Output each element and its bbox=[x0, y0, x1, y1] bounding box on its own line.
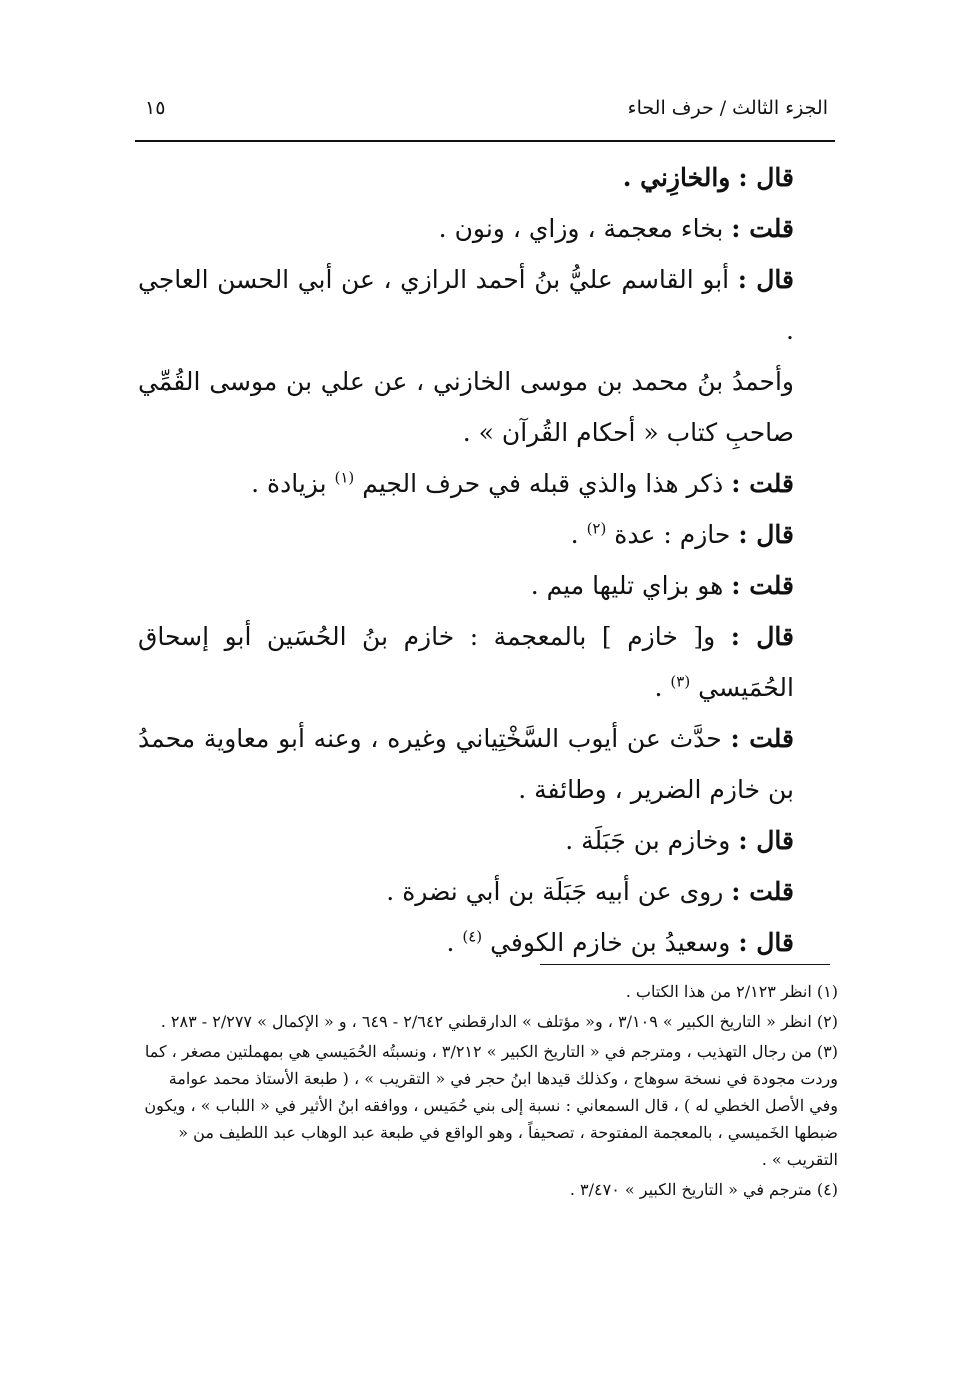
text-paragraph bbox=[138, 254, 830, 356]
line-text: هو بزاي تليها ميم . bbox=[530, 571, 724, 600]
page-number: ١٥ bbox=[145, 97, 166, 119]
text-paragraph bbox=[138, 713, 830, 815]
footnotes bbox=[138, 978, 838, 1206]
speaker-label: قلت : bbox=[731, 571, 794, 600]
footnote-ref: (٤) bbox=[462, 927, 483, 946]
line-text: بخاء معجمة ، وزاي ، ونون . bbox=[438, 214, 724, 243]
text-paragraph bbox=[138, 611, 830, 713]
header-rule bbox=[135, 140, 835, 142]
footnote bbox=[138, 978, 838, 1005]
line-text: ذكر هذا والذي قبله في حرف الجيم bbox=[362, 469, 724, 498]
speaker-label: قلت : bbox=[730, 724, 794, 753]
text-line bbox=[138, 152, 830, 203]
footnote bbox=[138, 1038, 838, 1173]
line-text: أبو القاسم عليُّ بنُ أحمد الرازي ، عن أبي الحسن العاجي . bbox=[138, 265, 794, 345]
entry-name: والخازِني . bbox=[622, 163, 731, 192]
line-text: وسعيدُ بن خازم الكوفي bbox=[490, 928, 731, 957]
line-text: و[ خازم ] بالمعجمة : خازم بنُ الحُسَين أبو إسحاق الحُمَيسي bbox=[138, 622, 794, 702]
footnote-ref: (٣) bbox=[670, 672, 691, 691]
footnote-number: (٣) bbox=[816, 1042, 838, 1061]
footnote-ref: (١) bbox=[334, 468, 355, 487]
footnote-number: (٢) bbox=[816, 1012, 838, 1031]
text-line bbox=[138, 815, 830, 866]
footnote-number: (٤) bbox=[816, 1180, 838, 1199]
line-text-tail: . bbox=[446, 928, 455, 957]
text-line bbox=[138, 458, 830, 509]
speaker-label: قلت : bbox=[731, 877, 794, 906]
line-text-tail: بزيادة . bbox=[251, 469, 327, 498]
speaker-label: قلت : bbox=[731, 214, 794, 243]
running-head bbox=[145, 88, 828, 128]
speaker-label: قال : bbox=[738, 928, 794, 957]
speaker-label: قال : bbox=[738, 520, 794, 549]
text-line bbox=[138, 203, 830, 254]
line-text: وخازم بن جَبَلَة . bbox=[565, 826, 731, 855]
speaker-label: قال : bbox=[738, 163, 794, 192]
footnote-text: من رجال التهذيب ، ومترجم في « التاريخ الكبير » ٣/٢١٢ ، ونسبتُه الحُمَيسي هي بمهملتين مصغر ، كما وردت مجودة في نسخة سوهاج ، وكذلك قيدها ابنُ حجر في « التقريب » ، ( طبعة الأستاذ محمد عوامة وفي الأصل الخطي له ) ، قال السمعاني : نسبة إلى بني حُمَيس ، ووافقه ابنُ الأثير في « اللباب » ، ويكون ضبطها الخَميسي ، بالمعجمة المفتوحة ، تصحيفاً ، وهو الواقع في طبعة عبد الوهاب عبد اللطيف من « التقريب » . bbox=[144, 1042, 838, 1169]
running-title: الجزء الثالث / حرف الحاء bbox=[627, 97, 828, 119]
footnote bbox=[138, 1008, 838, 1035]
line-text: روى عن أبيه جَبَلَة بن أبي نضرة . bbox=[386, 877, 724, 906]
main-text bbox=[138, 152, 830, 968]
footnote bbox=[138, 1176, 838, 1203]
text-line bbox=[138, 560, 830, 611]
line-text: وأحمدُ بنُ محمد بن موسى الخازني ، عن علي بن موسى القُمِّي صاحبِ كتاب « أحكام القُرآن » . bbox=[138, 367, 794, 447]
text-paragraph bbox=[138, 356, 830, 458]
speaker-label: قلت : bbox=[731, 469, 794, 498]
speaker-label: قال : bbox=[730, 622, 795, 651]
speaker-label: قال : bbox=[737, 265, 794, 294]
footnote-text: انظر « التاريخ الكبير » ٣/١٠٩ ، و« مؤتلف » الدارقطني ٢/٦٤٢ - ٦٤٩ ، و « الإكمال » ٢/٢٧٧ - ٢٨٣ . bbox=[160, 1012, 812, 1031]
line-text-tail: . bbox=[570, 520, 579, 549]
text-line bbox=[138, 509, 830, 560]
footnote-number: (١) bbox=[816, 982, 838, 1001]
text-line bbox=[138, 866, 830, 917]
footnote-rule bbox=[540, 964, 830, 965]
text-line bbox=[138, 917, 830, 968]
footnote-ref: (٢) bbox=[586, 519, 607, 538]
line-text-tail: . bbox=[654, 673, 663, 702]
line-text: حازم : عدة bbox=[614, 520, 731, 549]
line-text: حدَّث عن أيوب السَّخْتِياني وغيره ، وعنه أبو معاوية محمدُ بن خازم الضرير ، وطائفة . bbox=[138, 724, 794, 804]
footnote-text: انظر ٢/١٢٣ من هذا الكتاب . bbox=[625, 982, 812, 1001]
speaker-label: قال : bbox=[738, 826, 794, 855]
footnote-text: مترجم في « التاريخ الكبير » ٣/٤٧٠ . bbox=[569, 1180, 812, 1199]
